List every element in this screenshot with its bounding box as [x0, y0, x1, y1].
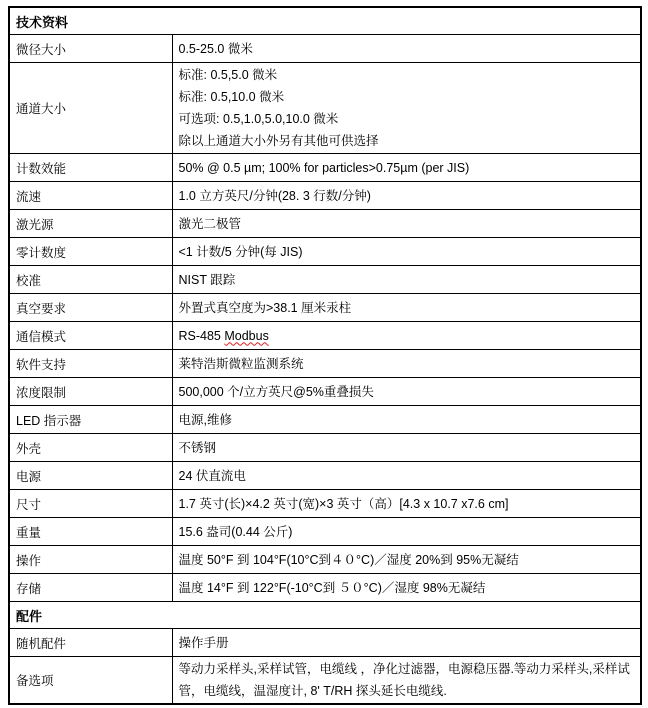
spec-value-cell	[172, 378, 641, 406]
spec-row	[9, 154, 641, 182]
spec-label-cell: 尺寸	[9, 490, 172, 518]
spec-value-cell	[172, 266, 641, 294]
spec-label-cell: 通信模式	[9, 322, 172, 350]
spec-row	[9, 518, 641, 546]
spec-row	[9, 63, 641, 154]
spec-value-cell	[172, 629, 641, 657]
spec-value-line: 可选项: 0.5,1.0,5.0,10.0 微米	[178, 112, 339, 126]
spec-row	[9, 378, 641, 406]
spec-label-cell: 随机配件	[9, 629, 172, 657]
spec-value-line: 不锈钢	[178, 440, 217, 455]
spec-label-cell: 备选项	[9, 657, 172, 705]
spec-value-line: 除以上通道大小外另有其他可供选择	[178, 134, 379, 148]
spec-value-cell	[172, 182, 641, 210]
spec-label-cell: 微径大小	[9, 35, 172, 63]
spec-value-cell	[172, 63, 641, 154]
spec-row	[9, 434, 641, 462]
spec-value-line: NIST 跟踪	[178, 272, 236, 287]
spec-row	[9, 182, 641, 210]
spec-value-line: 0.5-25.0 微米	[178, 41, 253, 56]
spec-value-line: 激光二极管	[178, 216, 242, 231]
spec-value-line: 15.6 盎司(0.44 公斤)	[178, 524, 293, 539]
spec-value-line	[179, 325, 635, 347]
misspelled-word: Modbus	[224, 328, 269, 343]
spec-value-line: 等动力采样头,采样试管，电缆线 ，净化过滤器，电源稳压器.等动力采样头,采样试管，电缆线，温湿度计, 8' T/RH 探头延长电缆线.	[178, 662, 630, 698]
spec-label-cell: 零计数度	[9, 238, 172, 266]
spec-row	[9, 238, 641, 266]
value-text: RS-485	[178, 328, 225, 343]
spec-value-line: 1.0 立方英尺/分钟(28. 3 行数/分钟)	[178, 188, 371, 203]
spec-value-line: 操作手册	[178, 635, 229, 650]
spec-label-cell: 计数效能	[9, 154, 172, 182]
spec-value-line: 标准: 0.5,5.0 微米	[178, 68, 278, 82]
spec-row	[9, 462, 641, 490]
spec-value-cell	[172, 657, 641, 705]
spec-value-line: 24 伏直流电	[178, 468, 246, 483]
spec-value-cell	[172, 574, 641, 602]
spec-value-line: 1.7 英寸(长)×4.2 英寸(宽)×3 英寸（高）[4.3 x 10.7 x7.6 cm]	[178, 496, 509, 511]
spec-value-line: 外置式真空度为>38.1 厘米汞柱	[178, 300, 352, 315]
spec-label-cell: 重量	[9, 518, 172, 546]
spec-label-cell: 电源	[9, 462, 172, 490]
spec-value-cell	[172, 462, 641, 490]
spec-label-cell: 软件支持	[9, 350, 172, 378]
spec-table-body	[9, 7, 641, 704]
spec-row	[9, 210, 641, 238]
section-header-cell: 配件	[9, 602, 641, 629]
spec-value-line: 莱特浩斯微粒监测系统	[178, 356, 304, 371]
section-row	[9, 7, 641, 35]
spec-row	[9, 406, 641, 434]
spec-row	[9, 490, 641, 518]
spec-label-cell: 外壳	[9, 434, 172, 462]
spec-value-cell	[172, 210, 641, 238]
spec-row	[9, 546, 641, 574]
spec-table	[8, 6, 642, 705]
spec-value-line: 电源,维修	[178, 412, 232, 427]
spec-label-cell: 校准	[9, 266, 172, 294]
spec-value-cell	[172, 35, 641, 63]
spec-label-cell: 真空要求	[9, 294, 172, 322]
spec-value-line: 温度 14°F 到 122°F(-10°C到 ５０°C)／湿度 98%无凝结	[178, 580, 486, 595]
section-header-cell: 技术资料	[9, 7, 641, 35]
spec-value-line: <1 计数/5 分钟(每 JIS)	[178, 244, 303, 259]
spec-row	[9, 657, 641, 705]
spec-label-cell: 存储	[9, 574, 172, 602]
spec-value-cell	[172, 350, 641, 378]
spec-value-cell	[172, 154, 641, 182]
spec-label-cell: 激光源	[9, 210, 172, 238]
spec-value-cell	[172, 294, 641, 322]
spec-value-line: 标准: 0.5,10.0 微米	[178, 90, 285, 104]
spec-row	[9, 350, 641, 378]
spec-value-cell	[172, 238, 641, 266]
spec-label-cell: 通道大小	[9, 63, 172, 154]
spec-value-line: 温度 50°F 到 104°F(10°C到４０°C)／湿度 20%到 95%无凝结	[178, 552, 519, 567]
spec-row	[9, 35, 641, 63]
spec-label-cell: 浓度限制	[9, 378, 172, 406]
spec-value-cell	[172, 518, 641, 546]
spec-label-cell: 流速	[9, 182, 172, 210]
spec-value-cell	[172, 490, 641, 518]
spec-row	[9, 322, 641, 350]
spec-value-cell	[172, 406, 641, 434]
spec-row	[9, 266, 641, 294]
spec-value-line: 500,000 个/立方英尺@5%重叠损失	[178, 384, 374, 399]
spec-row	[9, 574, 641, 602]
spec-label-cell: 操作	[9, 546, 172, 574]
spec-row	[9, 629, 641, 657]
spec-value-cell	[172, 546, 641, 574]
spec-value-cell	[172, 322, 641, 350]
section-row	[9, 602, 641, 629]
spec-value-cell	[172, 434, 641, 462]
spec-value-line: 50% @ 0.5 µm; 100% for particles>0.75µm (per JIS)	[178, 160, 470, 175]
spec-label-cell: LED 指示器	[9, 406, 172, 434]
spec-row	[9, 294, 641, 322]
